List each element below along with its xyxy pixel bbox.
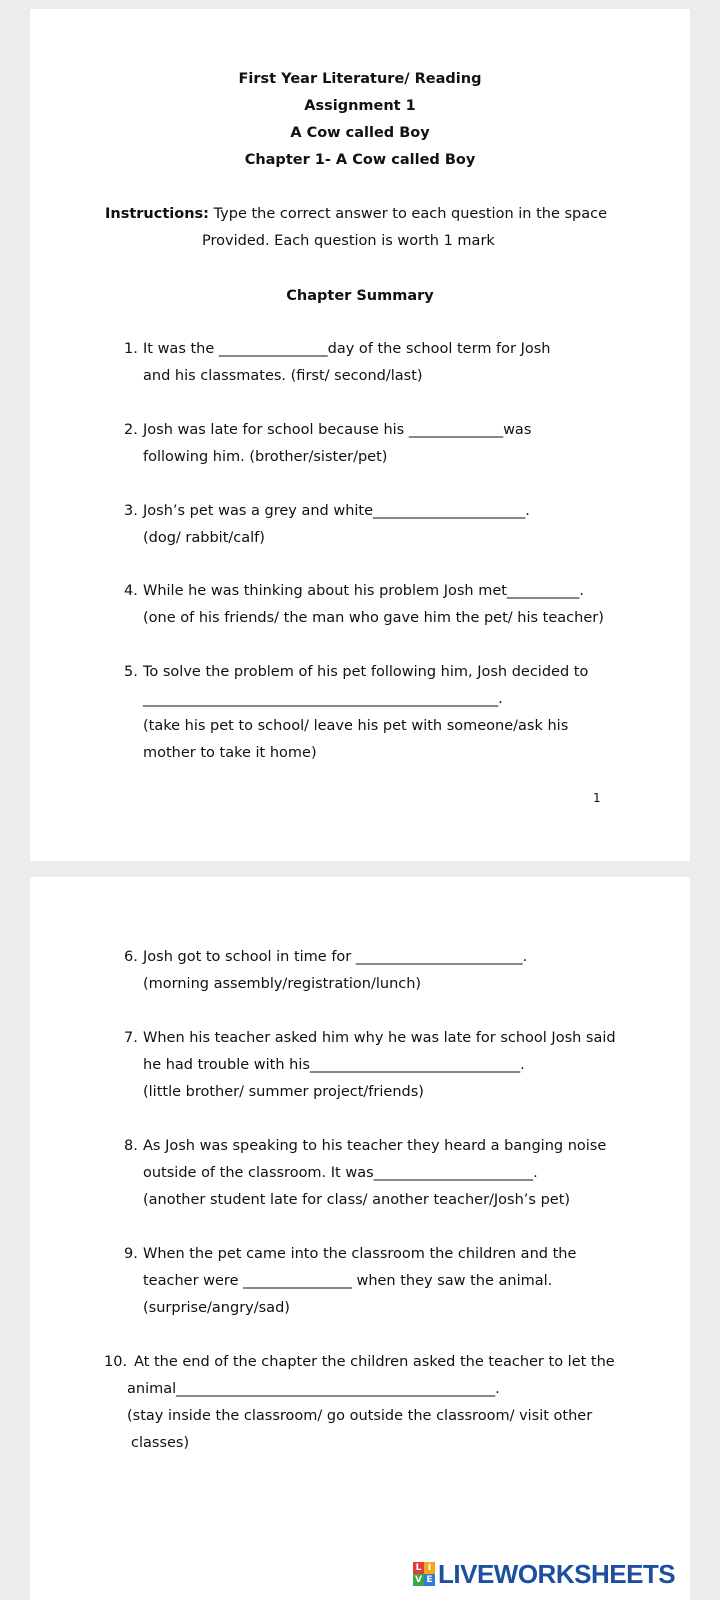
question-9-number: 9.	[124, 1246, 138, 1262]
course-title: First Year Literature/ Reading	[238, 71, 482, 87]
question-7-text: When his teacher asked him why he was late for school Josh said	[143, 1030, 616, 1046]
question-10-options-1: (stay inside the classroom/ go outside the classroom/ visit other	[127, 1408, 593, 1424]
liveworksheets-logo-text: LIVEWORKSHEETS	[438, 1558, 676, 1589]
question-4-number: 4.	[124, 583, 138, 599]
question-6-number: 6.	[124, 949, 138, 965]
assignment-title: Assignment 1	[304, 98, 416, 114]
question-10-text: At the end of the chapter the children asked the teacher to let the	[134, 1354, 615, 1370]
question-9-text: When the pet came into the classroom the children and the	[143, 1246, 577, 1262]
question-1-number: 1.	[124, 341, 138, 357]
question-8-blank: outside of the classroom. It was______________________.	[143, 1165, 538, 1181]
book-title: A Cow called Boy	[290, 125, 430, 141]
question-10-number: 10.	[104, 1354, 128, 1370]
question-3-options: (dog/ rabbit/calf)	[143, 530, 265, 546]
question-4-options: (one of his friends/ the man who gave him the pet/ his teacher)	[143, 610, 604, 626]
instructions-text-1: Type the correct answer to each question in the space	[213, 206, 608, 222]
question-7-number: 7.	[124, 1030, 138, 1046]
question-3-number: 3.	[124, 503, 138, 519]
question-6-options: (morning assembly/registration/lunch)	[143, 976, 422, 992]
section-title: Chapter Summary	[286, 288, 434, 304]
question-8-number: 8.	[124, 1138, 138, 1154]
instructions-label: Instructions:	[105, 206, 209, 222]
question-9-options: (surprise/angry/sad)	[143, 1300, 290, 1316]
question-7-options: (little brother/ summer project/friends)	[143, 1084, 424, 1100]
liveworksheets-logo-icon: L I V E	[413, 1562, 435, 1586]
question-2-number: 2.	[124, 422, 138, 438]
chapter-title: Chapter 1- A Cow called Boy	[244, 152, 476, 168]
question-5-text: To solve the problem of his pet following him, Josh decided to	[143, 664, 589, 680]
question-5-number: 5.	[124, 664, 138, 680]
liveworksheets-logo	[413, 1560, 675, 1588]
question-5-options-1: (take his pet to school/ leave his pet with someone/ask his	[143, 718, 569, 734]
question-9-blank: teacher were _______________ when they saw the animal.	[143, 1273, 553, 1289]
question-3-text: Josh’s pet was a grey and white_____________________.	[143, 503, 530, 519]
page-number: 1	[593, 791, 601, 805]
question-10-options-2: classes)	[131, 1435, 190, 1451]
question-1-options: and his classmates. (first/ second/last)	[143, 368, 423, 384]
question-1-text: It was the _______________day of the school term for Josh	[143, 341, 551, 357]
question-8-text: As Josh was speaking to his teacher they heard a banging noise	[143, 1138, 607, 1154]
instructions-line-1	[105, 204, 607, 224]
document-page-2	[30, 877, 690, 1600]
question-8-options: (another student late for class/ another teacher/Josh’s pet)	[143, 1192, 571, 1208]
question-5-blank: _________________________________________________.	[143, 691, 503, 707]
document-page-1	[30, 9, 690, 861]
question-7-blank: he had trouble with his_____________________________.	[143, 1057, 525, 1073]
question-10-blank: animal____________________________________________.	[127, 1381, 500, 1397]
instructions-line-2: Provided. Each question is worth 1 mark	[202, 233, 495, 249]
question-2-text: Josh was late for school because his _____________was	[143, 422, 532, 438]
question-5-options-2: mother to take it home)	[143, 745, 317, 761]
question-4-text: While he was thinking about his problem Josh met__________.	[143, 583, 585, 599]
question-2-options: following him. (brother/sister/pet)	[143, 449, 388, 465]
question-6-text: Josh got to school in time for _______________________.	[143, 949, 528, 965]
